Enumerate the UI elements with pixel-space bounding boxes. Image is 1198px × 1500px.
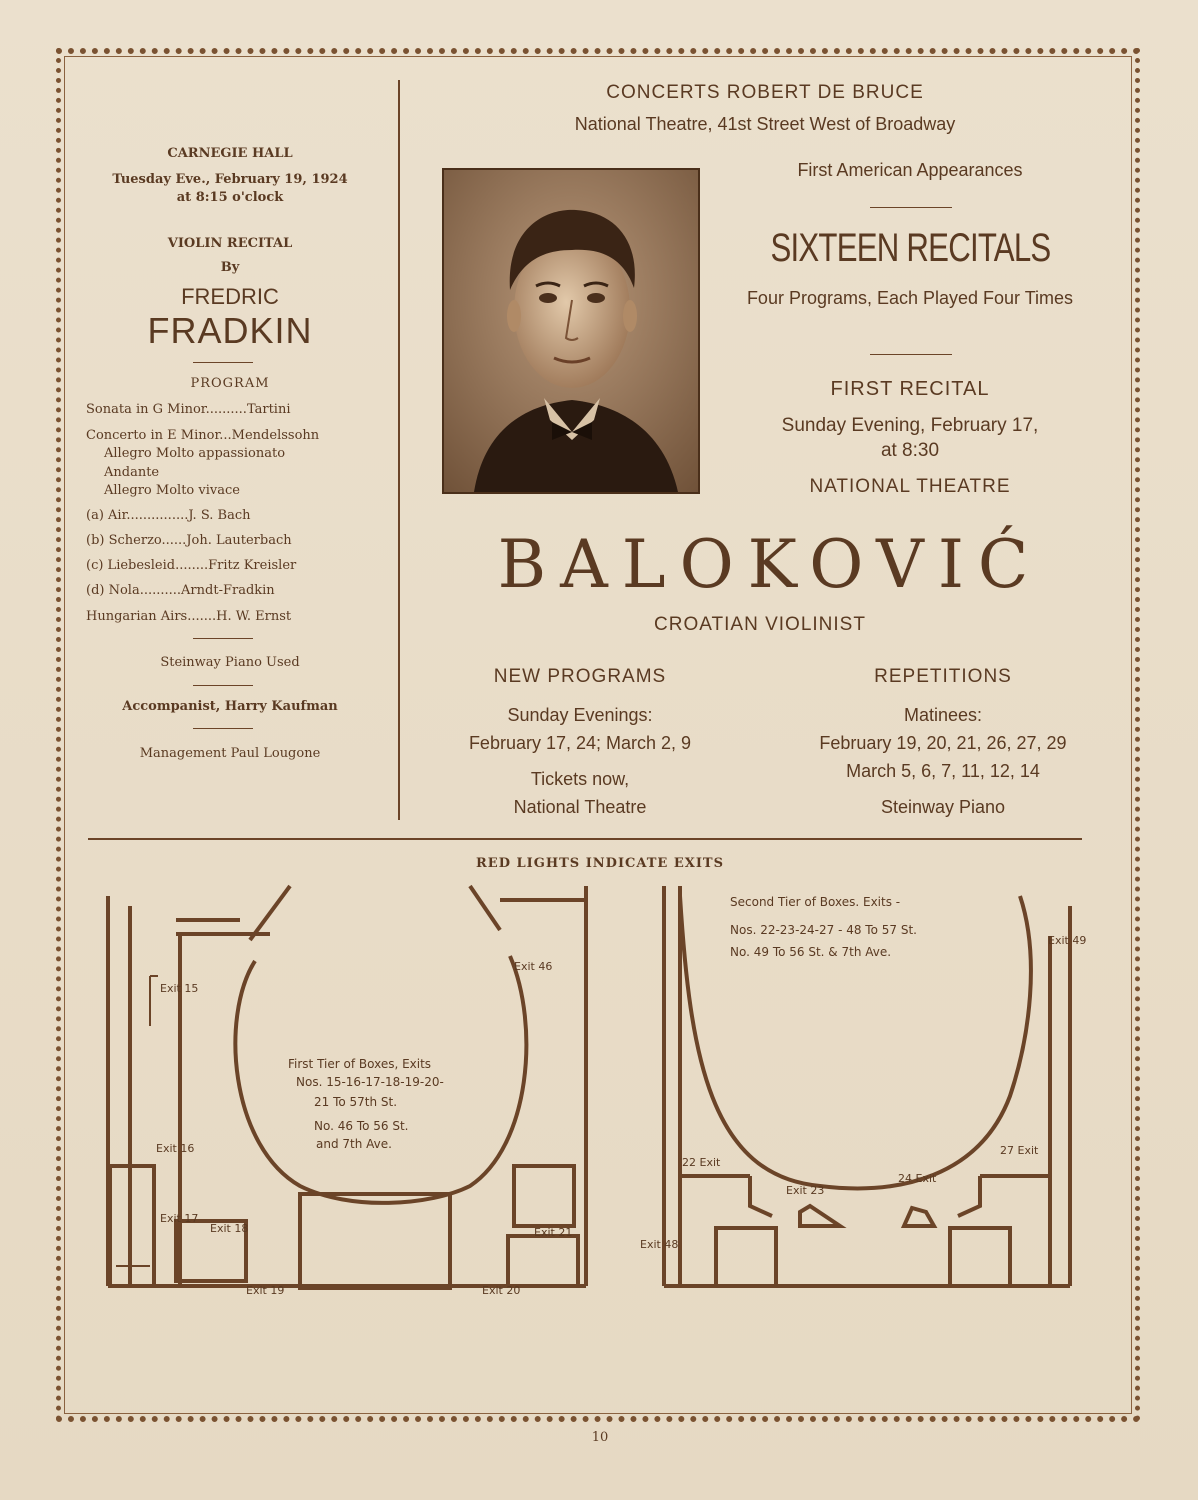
divider-rule <box>870 354 952 355</box>
program-item: Hungarian Airs.......H. W. Ernst <box>86 609 292 624</box>
program-movement: Andante <box>104 465 160 480</box>
exit-17-label: Exit 17 <box>160 1212 199 1225</box>
second-tier-plan <box>640 876 1090 1296</box>
presenter-title: CONCERTS ROBERT DE BRUCE <box>606 82 924 103</box>
divider-rule <box>870 207 952 208</box>
recital-date: Tuesday Eve., February 19, 1924 <box>112 172 348 187</box>
by-label: By <box>220 260 240 275</box>
new-programs-line: Sunday Evenings: <box>507 705 653 725</box>
exit-15-label: Exit 15 <box>160 982 199 995</box>
program-item: (a) Air...............J. S. Bach <box>86 508 251 523</box>
first-recital-date: Sunday Evening, February 17, <box>781 415 1039 436</box>
appearances-line: First American Appearances <box>797 160 1023 180</box>
piano-note: Steinway Piano Used <box>160 655 300 670</box>
exit-27-label: 27 Exit <box>1000 1144 1039 1157</box>
recital-time: at 8:15 o'clock <box>176 190 284 205</box>
first-tier-plan <box>90 876 600 1296</box>
exit-18-label: Exit 18 <box>210 1222 249 1235</box>
theatre-address: National Theatre, 41st Street West of Broadway <box>574 114 956 134</box>
exit-24-label: 24 Exit <box>898 1172 937 1185</box>
divider-rule <box>193 685 253 686</box>
repetitions-line: February 19, 20, 21, 26, 27, 29 <box>819 733 1067 753</box>
repetitions-heading: REPETITIONS <box>874 666 1012 687</box>
repetitions-line: Matinees: <box>903 705 983 725</box>
program-item: Sonata in G Minor..........Tartini <box>86 402 291 417</box>
portrait-image <box>444 170 698 492</box>
artist-name: BALOKOVIĆ <box>497 526 1043 603</box>
new-programs-line: February 17, 24; March 2, 9 <box>468 733 692 753</box>
repetitions-line: Steinway Piano <box>880 797 1006 817</box>
divider-rule <box>193 638 253 639</box>
exit-19-label: Exit 19 <box>246 1284 285 1297</box>
second-tier-note: Nos. 22-23-24-27 - 48 To 57 St. <box>730 923 917 937</box>
first-tier-note: 21 To 57th St. <box>314 1095 398 1109</box>
program-item: (b) Scherzo......Joh. Lauterbach <box>86 533 292 548</box>
event-title: VIOLIN RECITAL <box>167 236 293 251</box>
venue-title: CARNEGIE HALL <box>167 146 293 161</box>
accompanist-note: Accompanist, Harry Kaufman <box>122 699 338 714</box>
performer-last-name: FRADKIN <box>147 310 313 351</box>
new-programs-line: National Theatre <box>513 797 647 817</box>
page-number: 10 <box>591 1430 609 1445</box>
program-movement: Allegro Molto vivace <box>104 483 240 498</box>
program-movement: Allegro Molto appassionato <box>104 446 286 461</box>
divider-rule <box>193 728 253 729</box>
program-item: (d) Nola..........Arndt-Fradkin <box>86 583 275 598</box>
exit-46-label: Exit 46 <box>514 960 553 973</box>
program-item: (c) Liebesleid........Fritz Kreisler <box>86 558 297 573</box>
new-programs-heading: NEW PROGRAMS <box>493 666 667 687</box>
exit-20-label: Exit 20 <box>482 1284 521 1297</box>
first-recital-heading: FIRST RECITAL <box>830 378 990 400</box>
exit-49-label: Exit 49 <box>1048 934 1087 947</box>
exit-caption: RED LIGHTS INDICATE EXITS <box>476 856 724 871</box>
headline: SIXTEEN RECITALS <box>770 226 1050 270</box>
program-heading: PROGRAM <box>190 376 270 391</box>
second-tier-note: No. 49 To 56 St. & 7th Ave. <box>730 945 892 959</box>
exit-16-label: Exit 16 <box>156 1142 195 1155</box>
management-note: Management Paul Lougone <box>139 746 321 761</box>
subhead: Four Programs, Each Played Four Times <box>746 288 1074 308</box>
exit-48-label: Exit 48 <box>640 1238 679 1251</box>
first-tier-note: Nos. 15-16-17-18-19-20- <box>296 1075 444 1089</box>
performer-first-name: FREDRIC <box>181 284 279 309</box>
theatre-name: NATIONAL THEATRE <box>809 476 1011 497</box>
exit-21-label: Exit 21 <box>534 1226 573 1239</box>
artist-portrait <box>442 168 700 494</box>
second-tier-note: Second Tier of Boxes. Exits - <box>730 895 901 909</box>
first-tier-note: First Tier of Boxes, Exits <box>288 1057 432 1071</box>
artist-description: CROATIAN VIOLINIST <box>654 614 866 635</box>
first-recital-time: at 8:30 <box>880 440 940 461</box>
first-tier-note: and 7th Ave. <box>316 1137 392 1151</box>
new-programs-line: Tickets now, <box>530 769 630 789</box>
column-divider <box>398 80 400 820</box>
exit-22-label: 22 Exit <box>682 1156 721 1169</box>
divider-rule <box>193 362 253 363</box>
program-item: Concerto in E Minor...Mendelssohn <box>86 428 320 443</box>
section-divider <box>88 838 1082 840</box>
exit-23-label: Exit 23 <box>786 1184 825 1197</box>
first-tier-note: No. 46 To 56 St. <box>314 1119 409 1133</box>
repetitions-line: March 5, 6, 7, 11, 12, 14 <box>846 761 1040 781</box>
